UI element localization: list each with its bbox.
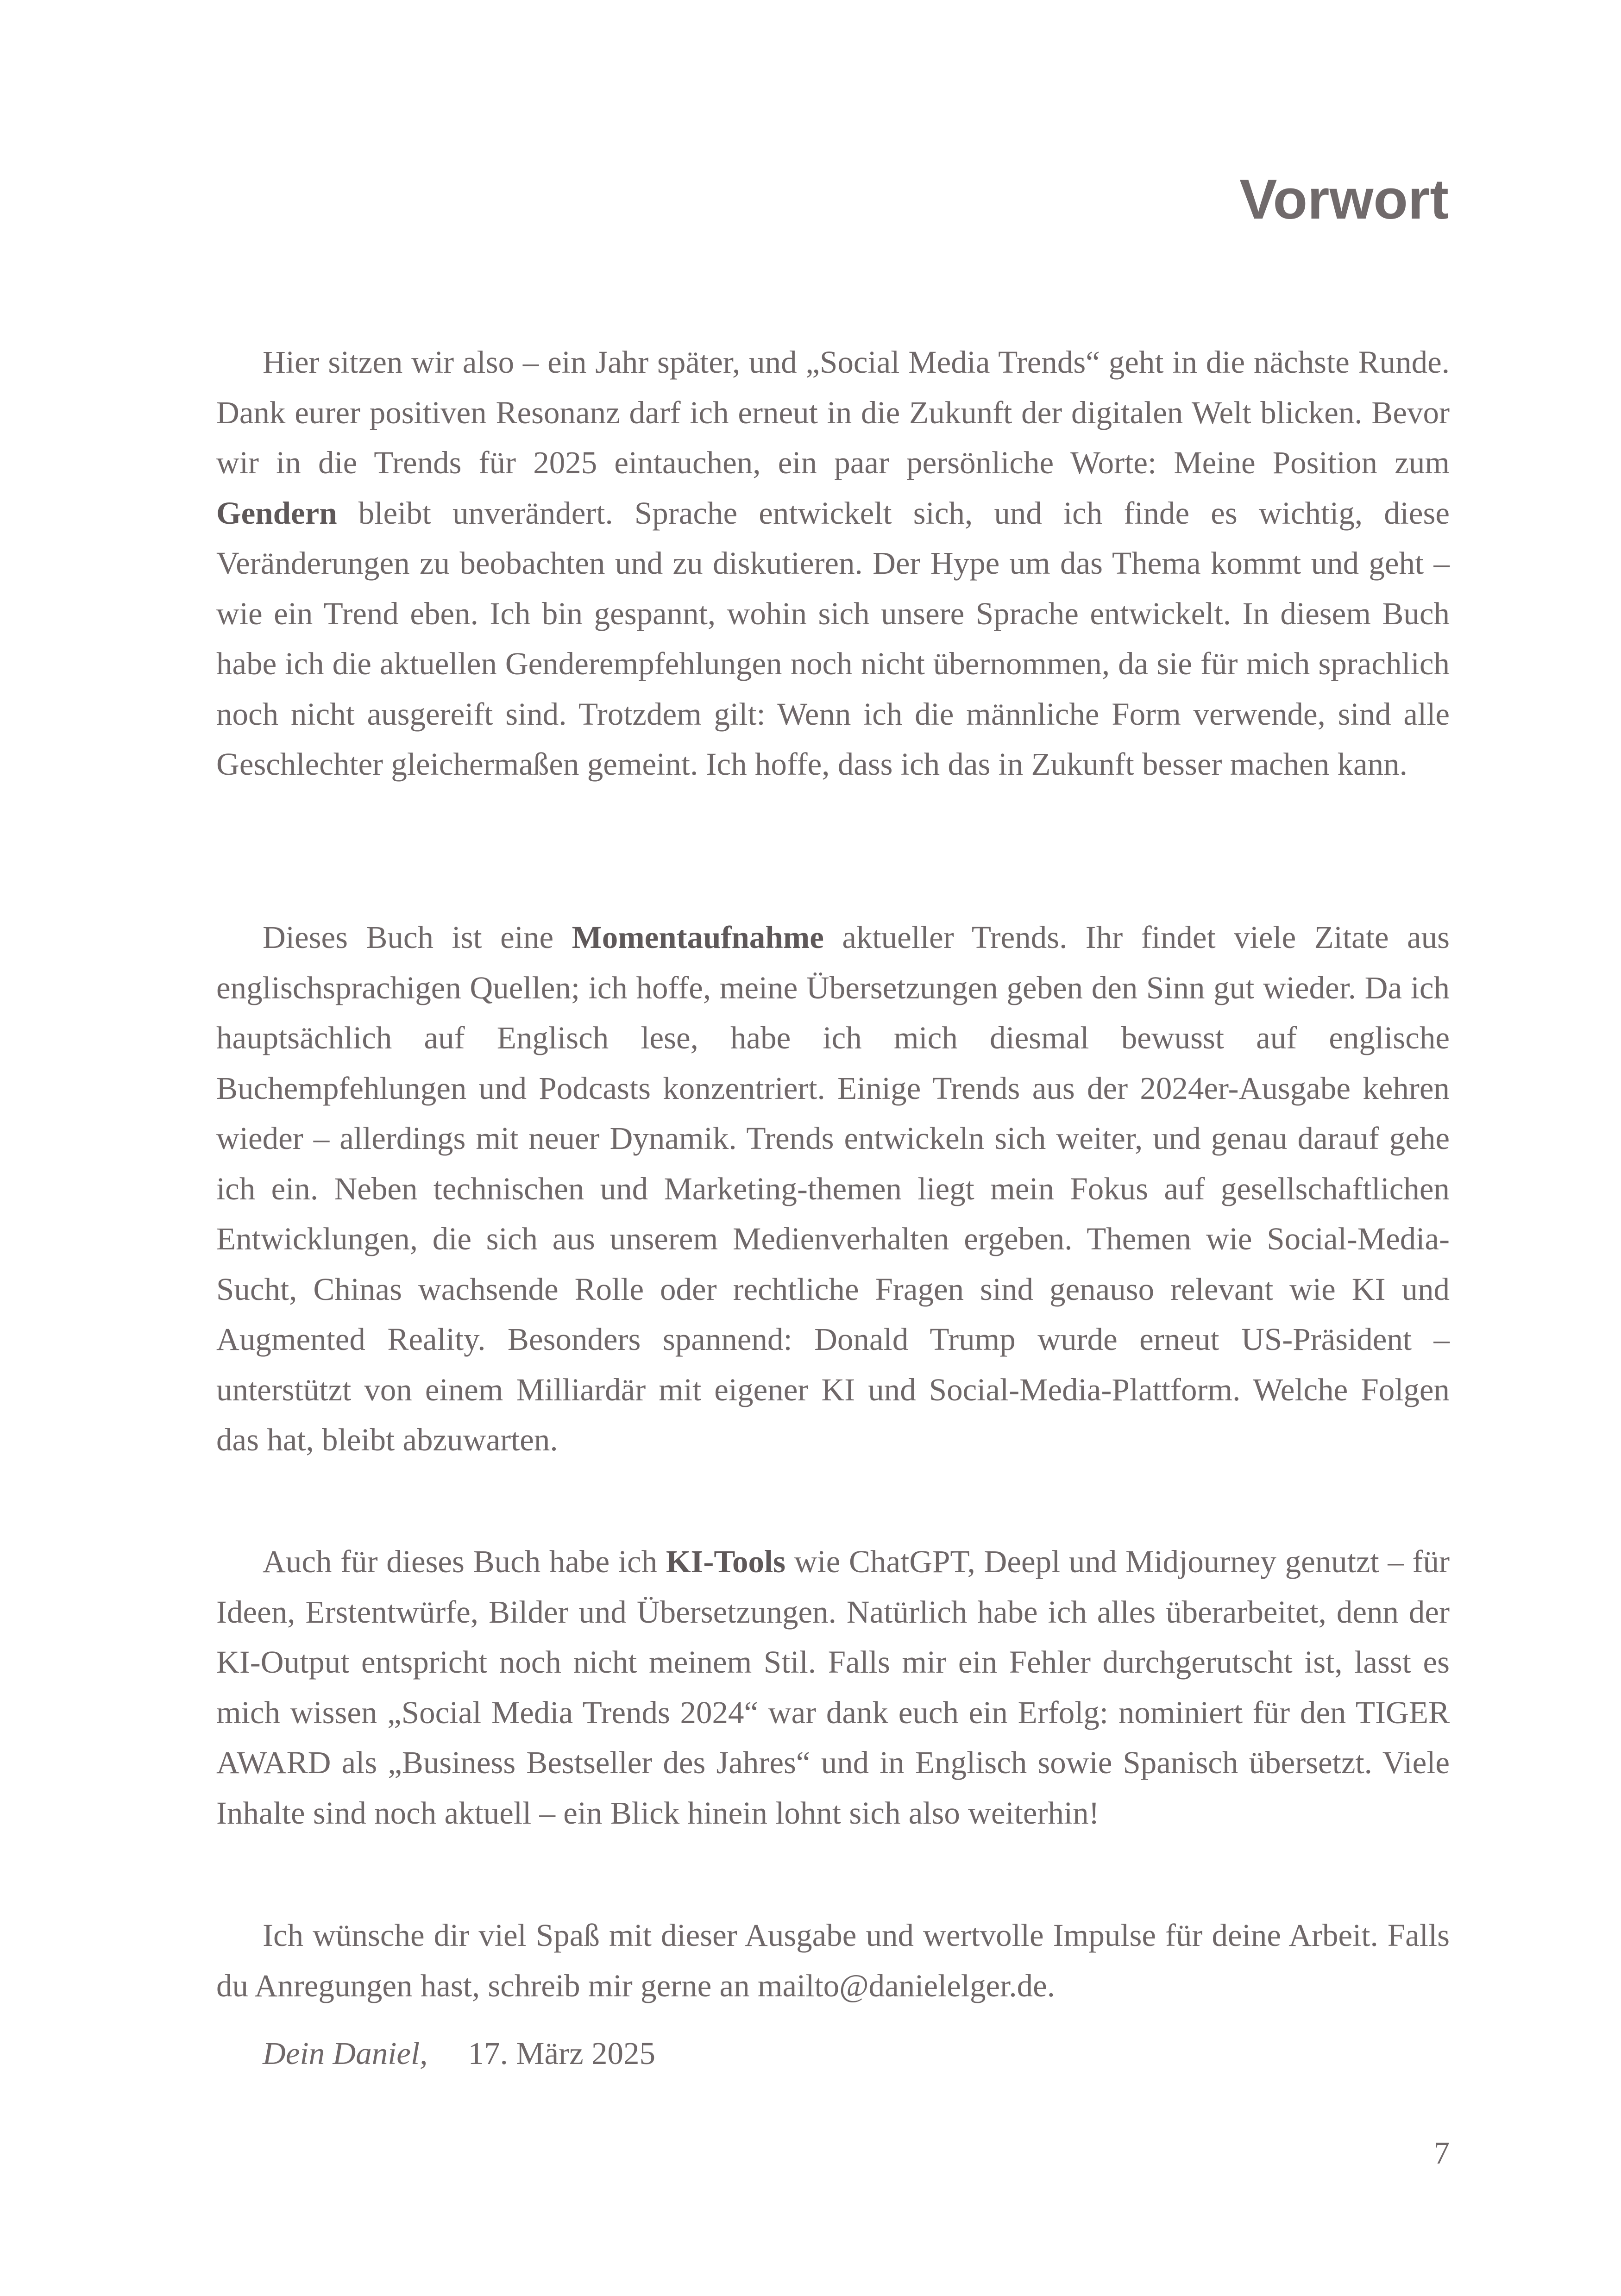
- text-run: Auch für dieses Buch habe ich: [263, 1544, 666, 1579]
- bold-term: Momentaufnahme: [572, 920, 824, 955]
- text-run: bleibt unverändert. Sprache entwickelt sich, und ich finde es wichtig, diese Veränderungen zu beobachten und zu diskutieren. Der Hype um das Thema kommt und geht – wie ein Trend eben. Ich bin gespannt, wohin sich unsere Sprache entwickelt. In diesem Buch habe ich die aktuellen Genderempfehlungen noch nicht übernommen, da sie für mich sprachlich noch nicht ausgereift sind. Trotzdem gilt: Wenn ich die männliche Form verwende, sind alle Geschlechter gleichermaßen gemeint. Ich hoffe, dass ich das in Zukunft besser machen kann.: [216, 495, 1450, 782]
- signature-date: 17. März 2025: [468, 2036, 656, 2071]
- text-run: aktueller Trends. Ihr findet viele Zitate aus englischsprachigen Quellen; ich hoffe, meine Übersetzungen geben den Sinn gut wieder. Da ich hauptsächlich auf Englisch lese, habe ich mich diesmal bewusst auf englische Buchempfehlungen und Podcasts konzentriert. Einige Trends aus der 2024er-Ausgabe kehren wieder – allerdings mit neuer Dynamik. Trends entwickeln sich weiter, und genau darauf gehe ich ein. Neben technischen und Marketing-themen liegt mein Fokus auf gesellschaftlichen Entwicklungen, die sich aus unserem Medienverhalten ergeben. Themen wie Social-Media-Sucht, Chinas wachsende Rolle oder rechtliche Fragen sind genauso relevant wie KI und Augmented Reality. Besonders spannend: Donald Trump wurde erneut US-Präsident – unterstützt von einem Milliardär mit eigener KI und Social-Media-Plattform. Welche Folgen das hat, bleibt abzuwarten.: [216, 920, 1450, 1457]
- page-number: 7: [1433, 2135, 1450, 2171]
- text-run: Ich wünsche dir viel Spaß mit dieser Ausgabe und wertvolle Impulse für deine Arbeit. Falls du Anregungen hast, schreib mir gerne an mailto@danielelger.de.: [216, 1918, 1450, 2003]
- text-run: Dieses Buch ist eine: [263, 920, 572, 955]
- text-run: wie ChatGPT, Deepl und Midjourney genutzt – für Ideen, Erstentwürfe, Bilder und Übersetzungen. Natürlich habe ich alles überarbeitet, denn der KI-Output entspricht noch nicht meinem Stil. Falls mir ein Fehler durchgerutscht ist, lasst es mich wissen „Social Media Trends 2024“ war dank euch ein Erfolg: nominiert für den TIGER AWARD als „Business Bestseller des Jahres“ und in Englisch sowie Spanisch übersetzt. Viele Inhalte sind noch aktuell – ein Blick hinein lohnt sich also weiterhin!: [216, 1544, 1450, 1831]
- signature-name: Dein Daniel,: [263, 2036, 428, 2071]
- page-title: Vorwort: [1239, 168, 1449, 231]
- signature-line: [263, 2035, 655, 2072]
- paragraph-closing: [216, 1910, 1450, 2011]
- paragraph-gendern: [216, 337, 1450, 790]
- bold-term: KI-Tools: [666, 1544, 786, 1579]
- bold-term: Gendern: [216, 495, 337, 531]
- paragraph-ki-tools: [216, 1537, 1450, 1838]
- text-run: Hier sitzen wir also – ein Jahr später, und „Social Media Trends“ geht in die nächste Runde. Dank eurer positiven Resonanz darf ich erneut in die Zukunft der digitalen Welt blicken. Bevor wir in die Trends für 2025 eintauchen, ein paar persönliche Worte: Meine Position zum: [216, 345, 1450, 480]
- paragraph-momentaufnahme: [216, 912, 1450, 1465]
